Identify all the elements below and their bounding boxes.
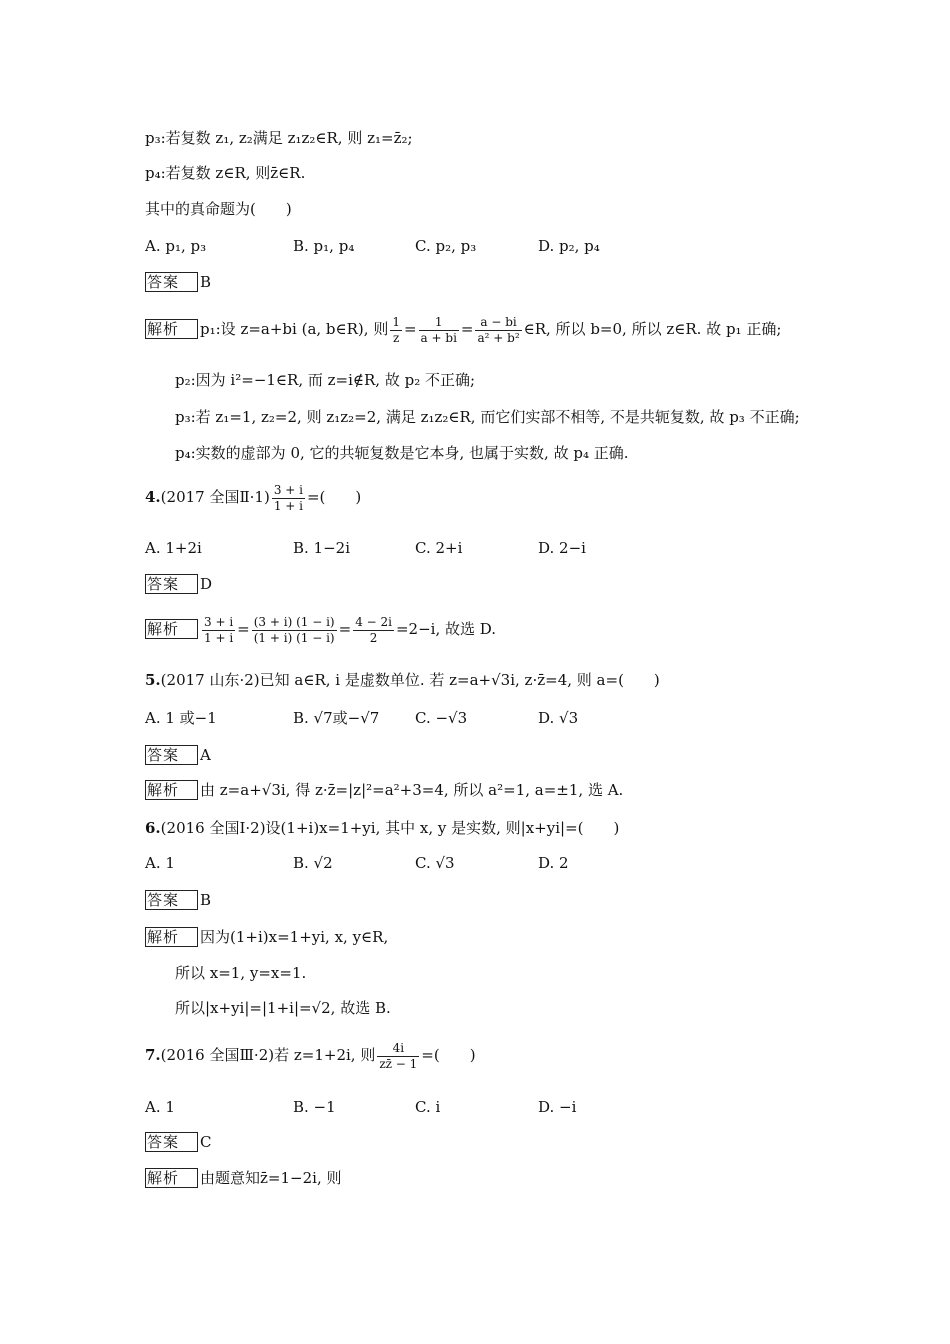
- answer-label: 答案: [145, 1132, 198, 1152]
- answer-label: 答案: [145, 890, 198, 910]
- analysis-row: 解析 p₁:设 z=a+bi (a, b∈R), 则 $\frac{1}{z}$ = $\frac{1}{a + bi}$ = $\frac{a - bi}{\text{a² + b²}}$ ∈R, 所以 b=0, 所以 z∈R. 故 p₁ 正确;: [147, 314, 782, 345]
- fraction: $\frac{4 - 2i}{2}$: [355, 614, 392, 645]
- answer-label: 答案: [145, 574, 198, 594]
- question-7: 7.(2016 全国Ⅲ·2)若 z=1+2i, 则 $\frac{4i}{zz̄ - 1}$ =( ): [145, 1040, 476, 1071]
- statement-p3: p₃:若复数 z₁, z₂满足 z₁z₂∈R, 则 z₁=z̄₂;: [145, 129, 413, 147]
- option-c: C. p₂, p₃: [415, 237, 477, 255]
- option-c: C. 2+i: [415, 539, 463, 557]
- analysis-p2: p₂:因为 i²=−1∈R, 而 z=i∉R, 故 p₂ 不正确;: [175, 371, 476, 389]
- analysis-label: 解析: [145, 927, 198, 947]
- question-number: 4.: [145, 488, 161, 506]
- option-a: A. 1 或−1: [145, 709, 217, 727]
- question-4: 4.(2017 全国Ⅱ·1) $\frac{3 + i}{1 + i}$ =( ): [145, 482, 362, 513]
- answer-row: [145, 890, 211, 910]
- answer-row: [145, 574, 212, 594]
- option-c: C. i: [415, 1098, 441, 1116]
- analysis-row: [145, 1168, 341, 1188]
- question-5: [145, 670, 660, 690]
- analysis-line: 所以 x=1, y=x=1.: [175, 964, 307, 982]
- analysis-text: 由 z=a+√3i, 得 z·z̄=|z|²=a²+3=4, 所以 a²=1, a=±1, 选 A.: [200, 781, 624, 799]
- question-number: 5.: [145, 671, 161, 689]
- fraction: $\frac{1}{a + bi}$: [420, 314, 457, 345]
- analysis-row: [145, 780, 623, 800]
- option-c: C. −√3: [415, 709, 468, 727]
- question-source: (2016 全国Ⅲ·2)若 z=1+2i, 则: [160, 1046, 376, 1064]
- analysis-text: p₁:设 z=a+bi (a, b∈R), 则: [200, 320, 389, 338]
- option-c: C. √3: [415, 854, 455, 872]
- analysis-row: [145, 927, 388, 947]
- answer-value: B: [200, 891, 212, 909]
- fraction: $\frac{3 + i}{1 + i}$: [204, 614, 234, 645]
- option-a: A. p₁, p₃: [145, 237, 207, 255]
- analysis-line: 所以|x+yi|=|1+i|=√2, 故选 B.: [175, 999, 391, 1017]
- answer-row: [145, 745, 211, 765]
- option-d: D. 2: [538, 854, 569, 872]
- fraction: $\frac{(3 + i) (1 - i)}{(1 + i) (1 - i)}$: [253, 614, 335, 645]
- analysis-p3: p₃:若 z₁=1, z₂=2, 则 z₁z₂=2, 满足 z₁z₂∈R, 而它们实部不相等, 不是共轭复数, 故 p₃ 不正确;: [175, 408, 800, 426]
- analysis-p4: p₄:实数的虚部为 0, 它的共轭复数是它本身, 也属于实数, 故 p₄ 正确.: [175, 444, 629, 462]
- question-text: (2017 山东·2)已知 a∈R, i 是虚数单位. 若 z=a+√3i, z·z̄=4, 则 a=( ): [160, 671, 660, 689]
- answer-value: B: [200, 273, 212, 291]
- fraction: $\frac{3 + i}{1 + i}$: [273, 482, 303, 513]
- answer-row: [145, 1132, 212, 1152]
- question-text: (2016 全国Ⅰ·2)设(1+i)x=1+yi, 其中 x, y 是实数, 则|x+yi|=( ): [160, 819, 620, 837]
- statement-p4: p₄:若复数 z∈R, 则z̄∈R.: [145, 164, 306, 182]
- analysis-label: 解析: [145, 1168, 198, 1188]
- analysis-text: 因为(1+i)x=1+yi, x, y∈R,: [200, 928, 389, 946]
- option-d: D. √3: [538, 709, 579, 727]
- fraction: $\frac{4i}{zz̄ - 1}$: [379, 1040, 418, 1071]
- answer-label: 答案: [145, 745, 198, 765]
- option-d: D. p₂, p₄: [538, 237, 600, 255]
- option-b: B. √2: [293, 854, 333, 872]
- fraction: $\frac{1}{z}$: [392, 314, 400, 345]
- analysis-label: 解析: [145, 319, 198, 339]
- option-d: D. −i: [538, 1098, 577, 1116]
- answer-row: [145, 272, 211, 292]
- analysis-row: 解析 $\frac{3 + i}{1 + i}$ = $\frac{(3 + i) (1 - i)}{(1 + i) (1 - i)}$ = $\frac{4 - 2i}{2}$ =2−i, 故选 D.: [147, 614, 497, 645]
- question-6: [145, 818, 619, 838]
- answer-value: C: [200, 1133, 212, 1151]
- option-d: D. 2−i: [538, 539, 586, 557]
- analysis-text: 由题意知z̄=1−2i, 则: [200, 1169, 342, 1187]
- option-b: B. √7或−√7: [293, 709, 380, 727]
- answer-label: 答案: [145, 272, 198, 292]
- option-a: A. 1+2i: [145, 539, 202, 557]
- question-source: (2017 全国Ⅱ·1): [160, 488, 270, 506]
- analysis-label: 解析: [145, 780, 198, 800]
- option-b: B. −1: [293, 1098, 336, 1116]
- option-a: A. 1: [145, 1098, 175, 1116]
- fraction: $\frac{a - bi}{\text{a² + b²}}$: [477, 314, 520, 345]
- option-b: B. p₁, p₄: [293, 237, 355, 255]
- question-number: 7.: [145, 1046, 161, 1064]
- option-a: A. 1: [145, 854, 175, 872]
- option-b: B. 1−2i: [293, 539, 351, 557]
- question-number: 6.: [145, 819, 161, 837]
- answer-value: A: [200, 746, 211, 764]
- analysis-label: 解析: [145, 619, 198, 639]
- answer-value: D: [200, 575, 213, 593]
- question-prompt: 其中的真命题为( ): [145, 200, 292, 218]
